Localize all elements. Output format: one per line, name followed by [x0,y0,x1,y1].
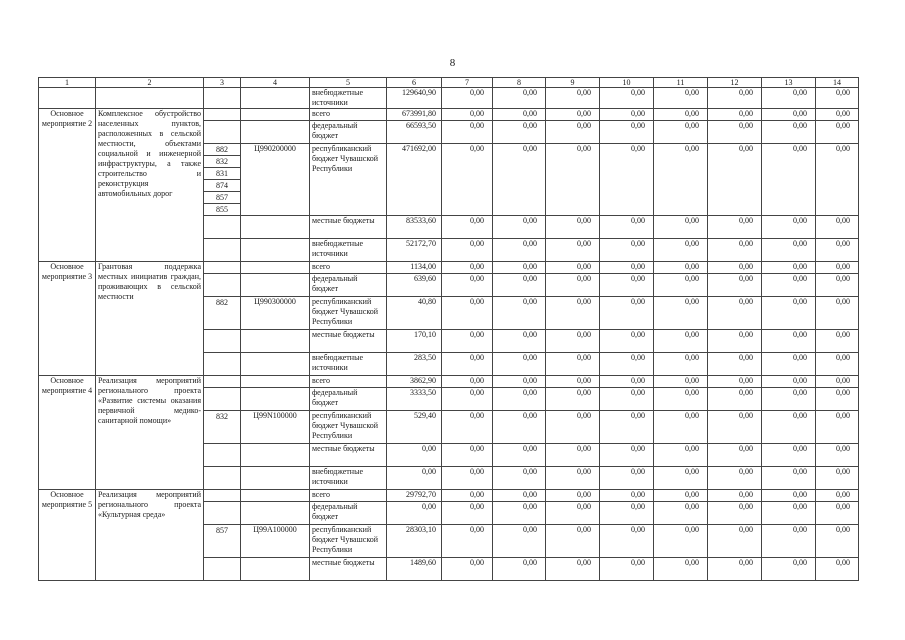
zero-value: 0,00 [600,88,654,109]
empty-cell [204,467,241,490]
zero-value: 0,00 [762,330,816,353]
zero-value: 0,00 [816,388,859,411]
zero-value: 0,00 [816,502,859,525]
zero-value: 0,00 [600,216,654,239]
budget-source: внебюджетные источники [310,467,387,490]
budget-source: внебюджетные источники [310,88,387,109]
measure-name: Основное мероприятие 4 [39,376,96,490]
amount-value: 28303,10 [387,525,442,558]
zero-value: 0,00 [816,262,859,274]
zero-value: 0,00 [546,88,600,109]
zero-value: 0,00 [600,297,654,330]
budget-source: федеральный бюджет [310,121,387,144]
zero-value: 0,00 [600,262,654,274]
zero-value: 0,00 [493,376,546,388]
zero-value: 0,00 [654,297,708,330]
zero-value: 0,00 [442,411,493,444]
column-number: 4 [241,78,310,88]
empty-cell [204,558,241,581]
zero-value: 0,00 [708,502,762,525]
empty-cell [241,558,310,581]
zero-value: 0,00 [708,490,762,502]
empty-cell [241,330,310,353]
budget-source: всего [310,376,387,388]
empty-cell [204,88,241,109]
zero-value: 0,00 [762,262,816,274]
zero-value: 0,00 [600,144,654,216]
zero-value: 0,00 [493,525,546,558]
budget-source: местные бюджеты [310,330,387,353]
column-number: 8 [493,78,546,88]
zero-value: 0,00 [442,274,493,297]
zero-value: 0,00 [493,216,546,239]
zero-value: 0,00 [493,144,546,216]
zero-value: 0,00 [708,88,762,109]
zero-value: 0,00 [493,121,546,144]
zero-value: 0,00 [600,444,654,467]
zero-value: 0,00 [708,558,762,581]
zero-value: 0,00 [600,109,654,121]
zero-value: 0,00 [654,558,708,581]
amount-value: 3862,90 [387,376,442,388]
measure-name: Основное мероприятие 2 [39,109,96,262]
zero-value: 0,00 [708,444,762,467]
zero-value: 0,00 [654,144,708,216]
zero-value: 0,00 [816,109,859,121]
table-row [39,262,859,274]
zero-value: 0,00 [708,525,762,558]
zero-value: 0,00 [600,376,654,388]
zero-value: 0,00 [762,558,816,581]
column-number: 9 [546,78,600,88]
empty-cell [241,88,310,109]
empty-cell [204,502,241,525]
zero-value: 0,00 [493,388,546,411]
zero-value: 0,00 [654,109,708,121]
empty-cell [241,109,310,121]
zero-value: 0,00 [762,274,816,297]
table-row [39,376,859,388]
empty-cell [241,353,310,376]
budget-source: местные бюджеты [310,444,387,467]
measure-name: Основное мероприятие 5 [39,490,96,581]
ministry-code: 882 [204,144,240,156]
zero-value: 0,00 [708,376,762,388]
column-number: 14 [816,78,859,88]
zero-value: 0,00 [442,330,493,353]
column-number: 2 [96,78,204,88]
zero-value: 0,00 [493,467,546,490]
zero-value: 0,00 [708,121,762,144]
zero-value: 0,00 [493,262,546,274]
empty-cell [241,121,310,144]
ministry-code: 832 [216,412,228,421]
zero-value: 0,00 [654,88,708,109]
ministry-codes [204,297,241,330]
zero-value: 0,00 [442,216,493,239]
zero-value: 0,00 [816,216,859,239]
zero-value: 0,00 [654,330,708,353]
empty-cell [241,262,310,274]
zero-value: 0,00 [762,467,816,490]
budget-source: республиканский бюджет Чувашской Республики [310,144,387,216]
zero-value: 0,00 [708,274,762,297]
empty-cell [204,274,241,297]
budget-source: всего [310,490,387,502]
zero-value: 0,00 [654,444,708,467]
empty-cell [241,490,310,502]
zero-value: 0,00 [708,330,762,353]
zero-value: 0,00 [600,411,654,444]
zero-value: 0,00 [493,297,546,330]
zero-value: 0,00 [546,109,600,121]
budget-source: республиканский бюджет Чувашской Республики [310,411,387,444]
zero-value: 0,00 [708,216,762,239]
zero-value: 0,00 [816,274,859,297]
zero-value: 0,00 [546,558,600,581]
ministry-codes [204,144,241,216]
zero-value: 0,00 [600,274,654,297]
zero-value: 0,00 [762,297,816,330]
zero-value: 0,00 [493,502,546,525]
zero-value: 0,00 [600,490,654,502]
zero-value: 0,00 [442,353,493,376]
empty-cell [241,444,310,467]
target-code: Ц99A100000 [241,525,310,558]
budget-source: республиканский бюджет Чувашской Республики [310,297,387,330]
measure-description: Реализация мероприятий регионального проекта «Культурная среда» [96,490,204,581]
amount-value: 129640,90 [387,88,442,109]
zero-value: 0,00 [600,330,654,353]
zero-value: 0,00 [816,411,859,444]
amount-value: 1489,60 [387,558,442,581]
empty-cell [241,376,310,388]
zero-value: 0,00 [546,467,600,490]
zero-value: 0,00 [816,558,859,581]
zero-value: 0,00 [762,502,816,525]
column-number: 13 [762,78,816,88]
zero-value: 0,00 [762,490,816,502]
zero-value: 0,00 [442,444,493,467]
empty-cell [204,388,241,411]
empty-cell [204,376,241,388]
measure-name: Основное мероприятие 3 [39,262,96,376]
amount-value: 471692,00 [387,144,442,216]
table-row [39,88,859,109]
zero-value: 0,00 [816,525,859,558]
page-number: 8 [449,57,456,69]
amount-value: 673991,80 [387,109,442,121]
zero-value: 0,00 [546,490,600,502]
zero-value: 0,00 [762,109,816,121]
zero-value: 0,00 [816,88,859,109]
ministry-code: 882 [216,298,228,307]
zero-value: 0,00 [654,376,708,388]
zero-value: 0,00 [816,144,859,216]
table-row [39,109,859,121]
zero-value: 0,00 [442,297,493,330]
zero-value: 0,00 [654,353,708,376]
column-number: 5 [310,78,387,88]
target-code: Ц99N100000 [241,411,310,444]
zero-value: 0,00 [546,376,600,388]
zero-value: 0,00 [762,239,816,262]
zero-value: 0,00 [546,274,600,297]
zero-value: 0,00 [493,88,546,109]
amount-value: 52172,70 [387,239,442,262]
zero-value: 0,00 [600,121,654,144]
empty-cell [204,109,241,121]
zero-value: 0,00 [816,239,859,262]
zero-value: 0,00 [600,467,654,490]
ministry-code: 857 [216,526,228,535]
empty-cell [204,330,241,353]
budget-source: федеральный бюджет [310,388,387,411]
budget-source: всего [310,109,387,121]
zero-value: 0,00 [762,144,816,216]
zero-value: 0,00 [708,297,762,330]
zero-value: 0,00 [708,262,762,274]
zero-value: 0,00 [546,121,600,144]
empty-cell [241,239,310,262]
zero-value: 0,00 [442,490,493,502]
target-code: Ц990200000 [241,144,310,216]
zero-value: 0,00 [546,388,600,411]
budget-source: внебюджетные источники [310,353,387,376]
ministry-code: 855 [216,205,228,214]
column-number: 3 [204,78,241,88]
zero-value: 0,00 [546,525,600,558]
zero-value: 0,00 [442,388,493,411]
zero-value: 0,00 [546,330,600,353]
zero-value: 0,00 [493,558,546,581]
empty-cell [204,239,241,262]
column-number: 7 [442,78,493,88]
zero-value: 0,00 [816,330,859,353]
empty-cell [241,467,310,490]
empty-cell [39,88,96,109]
ministry-code: 874 [204,180,240,192]
empty-cell [204,444,241,467]
budget-source: внебюджетные источники [310,239,387,262]
zero-value: 0,00 [708,388,762,411]
zero-value: 0,00 [546,297,600,330]
measure-description: Комплексное обустройство населенных пунктов, расположенных в сельской местности, объектами социальной и инженерной инфраструктуры, а также строительство и реконструкция автомобильных дорог [96,109,204,262]
zero-value: 0,00 [493,490,546,502]
zero-value: 0,00 [442,376,493,388]
budget-source: всего [310,262,387,274]
zero-value: 0,00 [708,144,762,216]
empty-cell [241,216,310,239]
zero-value: 0,00 [762,353,816,376]
zero-value: 0,00 [762,525,816,558]
zero-value: 0,00 [816,353,859,376]
column-number: 1 [39,78,96,88]
empty-cell [204,353,241,376]
zero-value: 0,00 [600,558,654,581]
zero-value: 0,00 [708,109,762,121]
zero-value: 0,00 [600,239,654,262]
measure-description: Грантовая поддержка местных инициатив граждан, проживающих в сельской местности [96,262,204,376]
zero-value: 0,00 [600,502,654,525]
zero-value: 0,00 [816,297,859,330]
zero-value: 0,00 [546,144,600,216]
empty-cell [241,502,310,525]
zero-value: 0,00 [493,109,546,121]
zero-value: 0,00 [546,239,600,262]
zero-value: 0,00 [546,216,600,239]
empty-cell [204,262,241,274]
table-row [39,490,859,502]
zero-value: 0,00 [654,239,708,262]
zero-value: 0,00 [816,490,859,502]
column-number: 10 [600,78,654,88]
zero-value: 0,00 [600,388,654,411]
zero-value: 0,00 [816,444,859,467]
zero-value: 0,00 [762,121,816,144]
column-number: 11 [654,78,708,88]
zero-value: 0,00 [546,411,600,444]
zero-value: 0,00 [442,88,493,109]
zero-value: 0,00 [654,411,708,444]
zero-value: 0,00 [442,525,493,558]
budget-source: местные бюджеты [310,558,387,581]
zero-value: 0,00 [442,502,493,525]
zero-value: 0,00 [493,353,546,376]
target-code: Ц990300000 [241,297,310,330]
zero-value: 0,00 [442,262,493,274]
budget-source: федеральный бюджет [310,502,387,525]
budget-source: федеральный бюджет [310,274,387,297]
zero-value: 0,00 [654,502,708,525]
zero-value: 0,00 [442,239,493,262]
zero-value: 0,00 [762,216,816,239]
empty-cell [204,490,241,502]
zero-value: 0,00 [493,274,546,297]
amount-value: 83533,60 [387,216,442,239]
ministry-codes [204,525,241,558]
amount-value: 66593,50 [387,121,442,144]
zero-value: 0,00 [654,121,708,144]
amount-value: 0,00 [387,502,442,525]
zero-value: 0,00 [442,121,493,144]
empty-cell [241,274,310,297]
zero-value: 0,00 [442,109,493,121]
zero-value: 0,00 [493,239,546,262]
zero-value: 0,00 [762,388,816,411]
zero-value: 0,00 [442,144,493,216]
zero-value: 0,00 [816,467,859,490]
zero-value: 0,00 [442,467,493,490]
zero-value: 0,00 [600,353,654,376]
amount-value: 3333,50 [387,388,442,411]
ministry-code: 857 [204,192,240,204]
ministry-codes [204,411,241,444]
empty-cell [204,121,241,144]
amount-value: 29792,70 [387,490,442,502]
ministry-code: 831 [204,168,240,180]
zero-value: 0,00 [546,444,600,467]
zero-value: 0,00 [708,467,762,490]
zero-value: 0,00 [546,262,600,274]
budget-table [38,77,859,581]
amount-value: 0,00 [387,467,442,490]
zero-value: 0,00 [442,558,493,581]
amount-value: 283,50 [387,353,442,376]
budget-source: местные бюджеты [310,216,387,239]
column-number: 6 [387,78,442,88]
zero-value: 0,00 [816,121,859,144]
zero-value: 0,00 [654,274,708,297]
zero-value: 0,00 [762,88,816,109]
empty-cell [96,88,204,109]
amount-value: 0,00 [387,444,442,467]
empty-cell [204,216,241,239]
budget-source: республиканский бюджет Чувашской Республики [310,525,387,558]
amount-value: 40,80 [387,297,442,330]
empty-cell [241,388,310,411]
amount-value: 1134,00 [387,262,442,274]
amount-value: 529,40 [387,411,442,444]
zero-value: 0,00 [762,444,816,467]
zero-value: 0,00 [654,467,708,490]
zero-value: 0,00 [654,490,708,502]
zero-value: 0,00 [654,262,708,274]
zero-value: 0,00 [708,411,762,444]
ministry-code: 832 [204,156,240,168]
zero-value: 0,00 [654,388,708,411]
zero-value: 0,00 [816,376,859,388]
zero-value: 0,00 [493,411,546,444]
zero-value: 0,00 [600,525,654,558]
zero-value: 0,00 [708,239,762,262]
zero-value: 0,00 [493,330,546,353]
zero-value: 0,00 [762,376,816,388]
amount-value: 170,10 [387,330,442,353]
zero-value: 0,00 [493,444,546,467]
table-header-row [39,78,859,88]
measure-description: Реализация мероприятий регионального проекта «Развитие системы оказания первичной медико-санитарной помощи» [96,376,204,490]
zero-value: 0,00 [762,411,816,444]
zero-value: 0,00 [654,216,708,239]
zero-value: 0,00 [654,525,708,558]
column-number: 12 [708,78,762,88]
zero-value: 0,00 [546,353,600,376]
zero-value: 0,00 [708,353,762,376]
zero-value: 0,00 [546,502,600,525]
amount-value: 639,60 [387,274,442,297]
